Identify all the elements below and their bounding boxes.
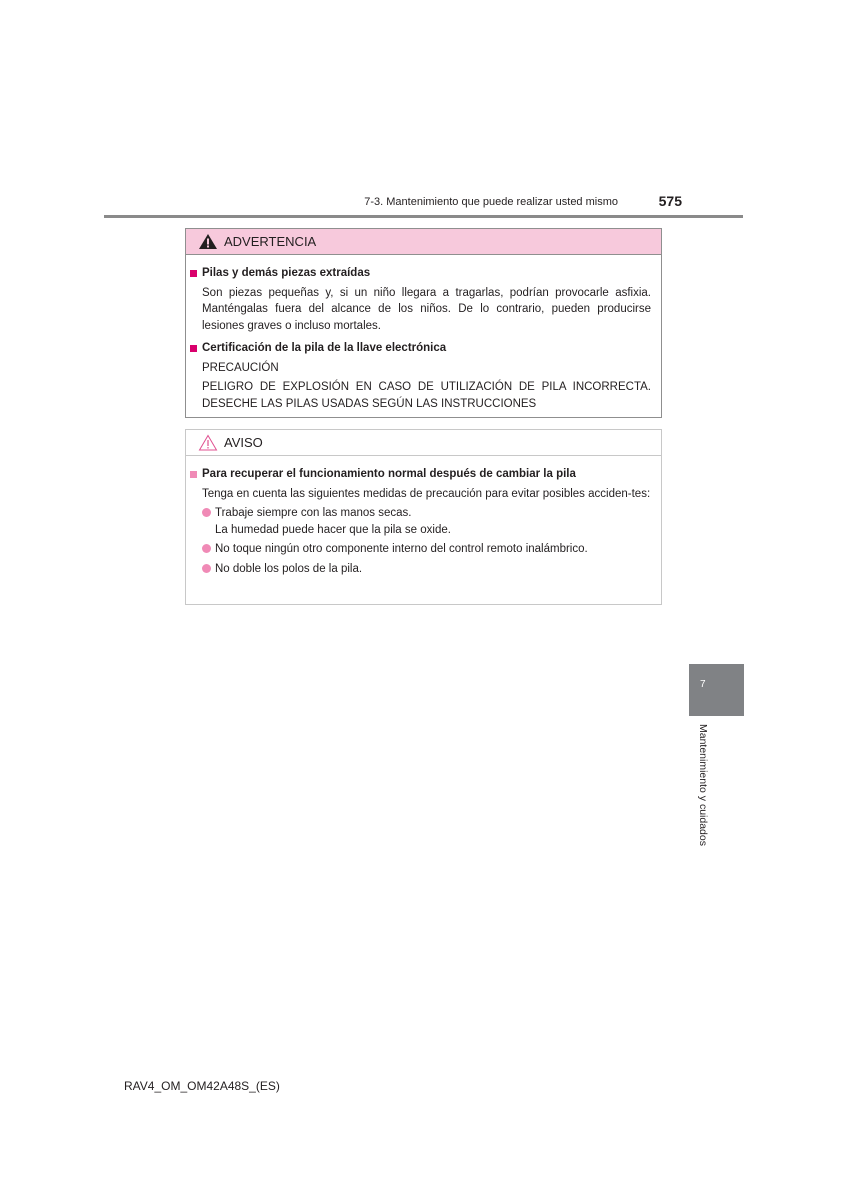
list-item [202, 561, 651, 578]
chapter-number: 7 [700, 679, 706, 690]
square-bullet-icon [190, 345, 197, 352]
warning-box-body [186, 255, 661, 412]
list-item-text: No toque ningún otro componente interno del control remoto inalámbrico. [215, 543, 588, 555]
warning-box-title: ADVERTENCIA [224, 234, 317, 249]
notice-box-header [186, 430, 661, 456]
warning-item-paragraph: PRECAUCIÓN [202, 361, 279, 374]
list-item-text: No doble los polos de la pila. [215, 562, 363, 575]
notice-item-intro: Tenga en cuenta las siguientes medidas de precaución para evitar posibles acciden-tes: [202, 487, 651, 500]
warning-item-heading: Pilas y demás piezas extraídas [202, 267, 371, 279]
notice-box-title: AVISO [224, 435, 263, 450]
notice-box-body [186, 456, 661, 577]
footer-code: RAV4_OM_OM42A48S_(ES) [124, 1079, 280, 1093]
chapter-label: Mantenimiento y cuidados [697, 724, 709, 846]
circle-bullet-icon [202, 508, 211, 517]
square-bullet-icon [190, 270, 197, 277]
warning-item-certification [190, 340, 651, 412]
warning-box [185, 228, 662, 418]
list-item [202, 541, 651, 558]
square-bullet-icon [190, 471, 197, 478]
warning-box-header [186, 229, 661, 255]
circle-bullet-icon [202, 544, 211, 553]
header-rule [104, 215, 743, 218]
header-section-title: 7-3. Mantenimiento que puede realizar usted mismo [364, 196, 618, 208]
warning-triangle-icon [198, 233, 218, 250]
list-item [202, 505, 651, 538]
warning-item-paragraph: Son piezas pequeñas y, si un niño llegara a tragarlas, podrían provocarle asfixia. Manténgalas fuera del alcance de los niños. De lo contrario, pueden producirse lesiones graves o incluso mortales. [202, 286, 651, 332]
warning-item-paragraph: PELIGRO DE EXPLOSIÓN EN CASO DE UTILIZACIÓN DE PILA INCORRECTA. DESECHE LAS PILAS USADAS SEGÚN LAS INSTRUCCIONES [202, 381, 651, 410]
warning-item-batteries [190, 265, 651, 334]
list-item-subtext: La humedad puede hacer que la pila se oxide. [215, 523, 451, 536]
page-number: 575 [658, 193, 682, 209]
circle-bullet-icon [202, 564, 211, 573]
chapter-tab [689, 664, 744, 716]
list-item-text: Trabaje siempre con las manos secas. [215, 507, 412, 519]
notice-box [185, 429, 662, 605]
warning-item-heading: Certificación de la pila de la llave electrónica [202, 342, 447, 354]
caution-triangle-icon [198, 434, 218, 451]
notice-item-heading: Para recuperar el funcionamiento normal después de cambiar la pila [202, 468, 576, 480]
